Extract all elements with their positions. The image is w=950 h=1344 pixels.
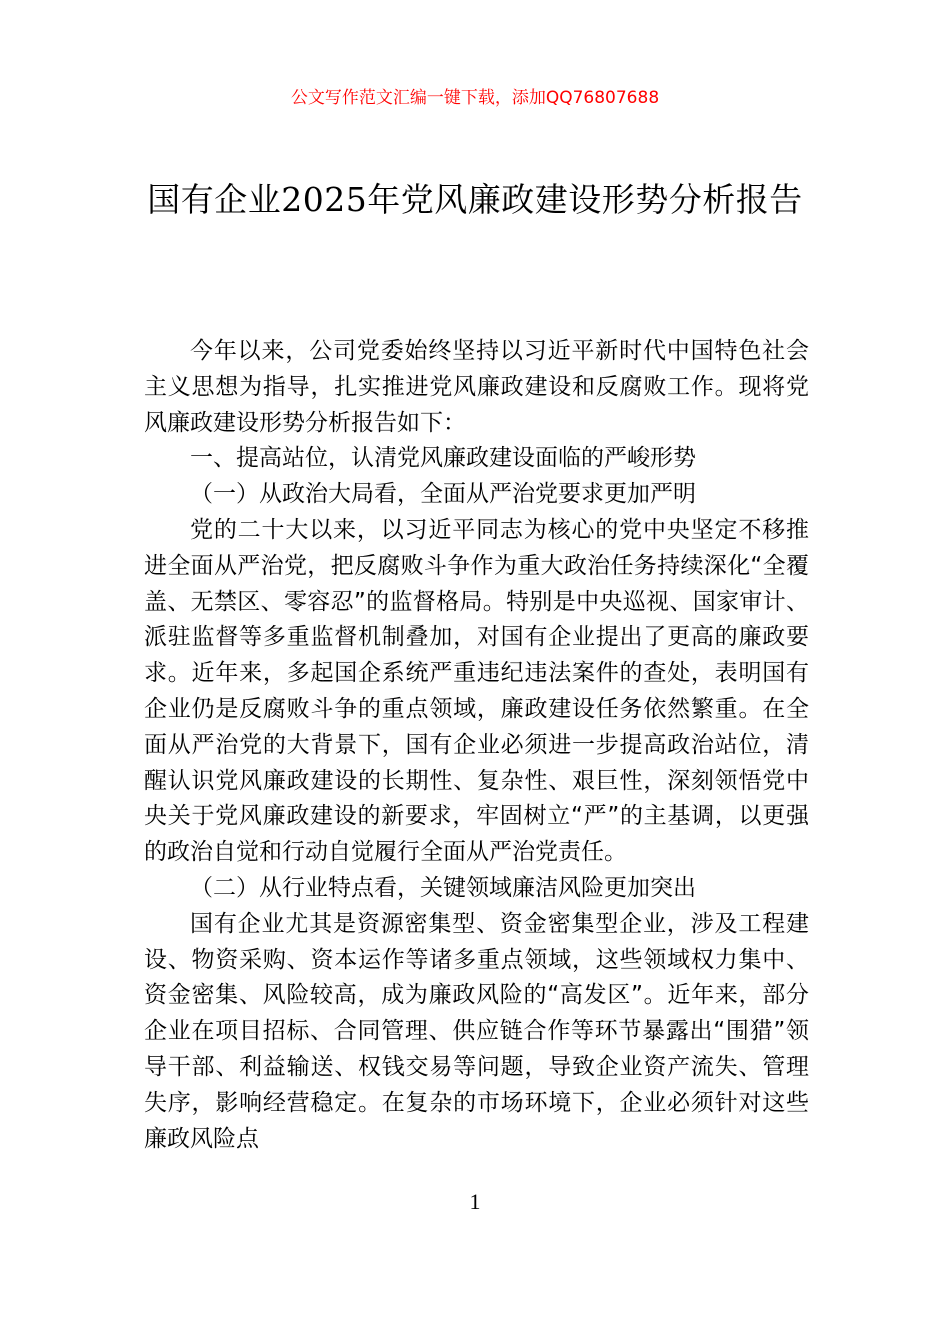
subsection-heading-1: （一）从政治大局看，全面从严治党要求更加严明	[190, 481, 696, 508]
body-paragraph: 国有企业尤其是资源密集型、资金密集型企业，涉及工程建设、物资采购、资本运作等诸多重点领域，这些领域权力集中、资金密集、风险较高，成为廉政风险的“高发区”。近年来，部分企业在项目招标、合同管理、供应链合作等环节暴露出“围猎”领导干部、利益输送、权钱交易等问题，导致企业资产流失、管理失序，影响经营稳定。在复杂的市场环境下，企业必须针对这些廉政风险点	[144, 910, 809, 1152]
document-title: 国有企业2025年党风廉政建设形势分析报告	[147, 180, 803, 219]
document-body	[144, 334, 809, 1157]
body-paragraph: 党的二十大以来，以习近平同志为核心的党中央坚定不移推进全面从严治党，把反腐败斗争作为重大政治任务持续深化“全覆盖、无禁区、零容忍”的监督格局。特别是中央巡视、国家审计、派驻监督等多重监督机制叠加，对国有企业提出了更高的廉政要求。近年来，多起国企系统严重违纪违法案件的查处，表明国有企业仍是反腐败斗争的重点领域，廉政建设任务依然繁重。在全面从严治党的大背景下，国有企业必须进一步提高政治站位，清醒认识党风廉政建设的长期性、复杂性、艰巨性，深刻领悟党中央关于党风廉政建设的新要求，牢固树立“严”的主基调，以更强的政治自觉和行动自觉履行全面从严治党责任。	[144, 516, 809, 866]
download-notice: 公文写作范文汇编一键下载，添加QQ76807688	[290, 88, 660, 108]
subsection-heading-2: （二）从行业特点看，关键领域廉洁风险更加突出	[190, 874, 696, 901]
intro-paragraph: 今年以来，公司党委始终坚持以习近平新时代中国特色社会主义思想为指导，扎实推进党风廉政建设和反腐败工作。现将党风廉政建设形势分析报告如下：	[144, 338, 809, 436]
section-heading-1: 一、提高站位，认清党风廉政建设面临的严峻形势	[190, 445, 696, 472]
page-number: 1	[469, 1189, 481, 1214]
